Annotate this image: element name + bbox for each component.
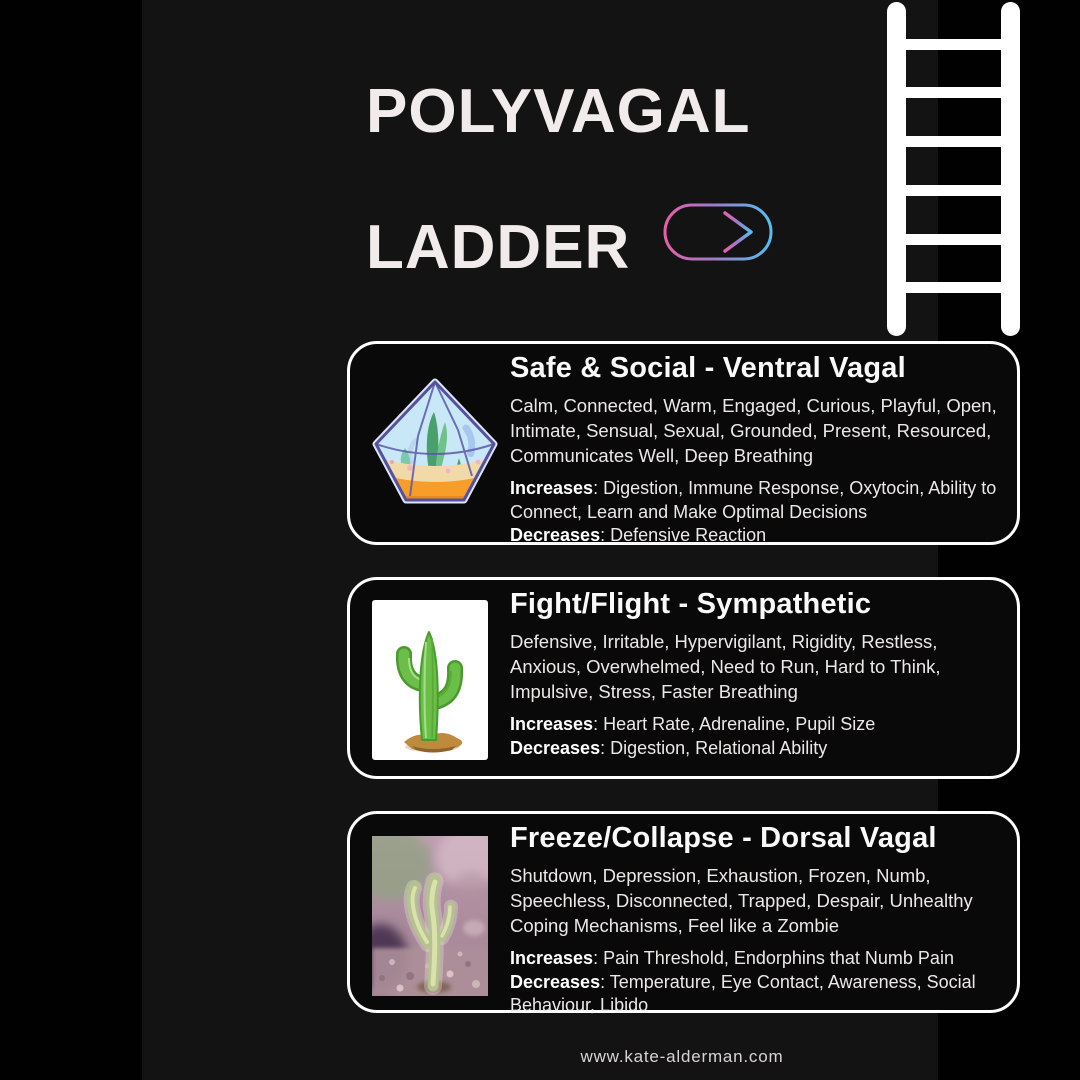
card-freeze-collapse [347, 811, 1020, 1013]
increases-line: Increases: Digestion, Immune Response, Oxytocin, Ability to Connect, Learn and Make Optimal Decisions [510, 478, 997, 522]
card-title: Freeze/Collapse - Dorsal Vagal [510, 822, 937, 854]
website-url: www.kate-alderman.com [580, 1047, 784, 1066]
decreases-line: Decreases: Temperature, Eye Contact, Awareness, Social Behaviour, Libido [510, 971, 976, 1015]
ladder-icon [887, 0, 1020, 340]
ladder-rung [902, 39, 1005, 50]
ladder-rung [902, 185, 1005, 196]
title-line-1: POLYVAGAL [366, 77, 751, 146]
card-effects [510, 477, 997, 548]
card-title: Fight/Flight - Sympathetic [510, 588, 872, 620]
decreases-line: Decreases: Defensive Reaction [510, 525, 767, 545]
card-description: Defensive, Irritable, Hypervigilant, Rigidity, Restless, Anxious, Overwhelmed, Need to Run, Hard to Think, Impulsive, Stress, Faster Breathing [510, 631, 941, 702]
terrarium-icon [370, 378, 500, 511]
card-description: Calm, Connected, Warm, Engaged, Curious, Playful, Open, Intimate, Sensual, Sexual, Grounded, Present, Resourced, Communicates Well, Deep Breathing [510, 395, 997, 466]
card-fight-flight [347, 577, 1020, 779]
right-arrow-icon [663, 203, 773, 261]
decreases-line: Decreases: Digestion, Relational Ability [510, 737, 828, 758]
ladder-rung [902, 234, 1005, 245]
title-line-2: LADDER [366, 213, 631, 282]
card-description: Shutdown, Depression, Exhaustion, Frozen, Numb, Speechless, Disconnected, Trapped, Despair, Unhealthy Coping Mechanisms, Feel like a Zombie [510, 865, 973, 936]
card-effects [510, 947, 997, 1018]
card-effects [510, 713, 997, 760]
increases-line: Increases: Pain Threshold, Endorphins that Numb Pain [510, 948, 954, 968]
ladder-rung [902, 282, 1005, 293]
ladder-rung [902, 136, 1005, 147]
increases-line: Increases: Heart Rate, Adrenaline, Pupil Size [510, 714, 876, 734]
cholla-cactus-photo [372, 836, 488, 1001]
card-safe-social [347, 341, 1020, 545]
poster-canvas [142, 0, 997, 1080]
card-title: Safe & Social - Ventral Vagal [510, 352, 906, 384]
ladder-rung [902, 87, 1005, 98]
saguaro-cactus-icon [372, 600, 488, 765]
